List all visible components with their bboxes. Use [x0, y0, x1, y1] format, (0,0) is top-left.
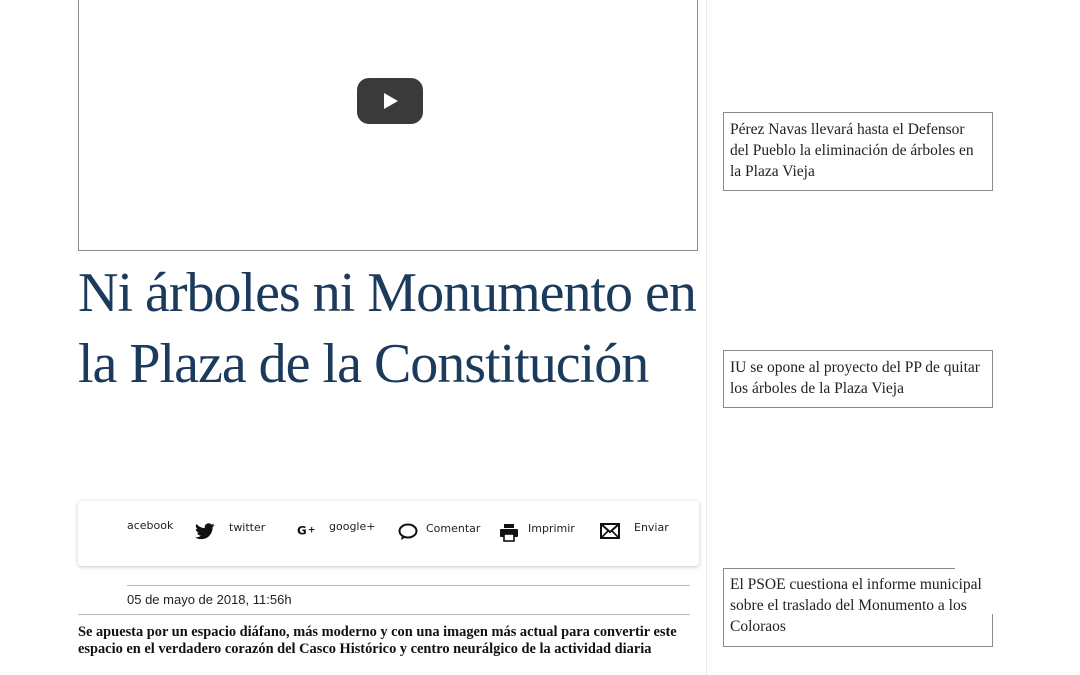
share-facebook-label: acebook [127, 519, 174, 532]
comment-icon [398, 523, 418, 541]
share-email-label: Enviar [634, 520, 669, 534]
article-date: 05 de mayo de 2018, 11:56h [127, 592, 292, 607]
related-link[interactable] [723, 568, 993, 647]
google-plus-icon [297, 523, 317, 537]
share-comment[interactable] [398, 523, 480, 541]
article-subtitle: Se apuesta por un espacio diáfano, más moderno y con una imagen más actual para convertir este espacio en el verdadero corazón del Casco Histórico y centro neurálgico de la actividad diaria [78, 624, 677, 657]
related-link-title: Pérez Navas llevará hasta el Defensor del Pueblo la eliminación de árboles en la Plaza Vieja [730, 121, 974, 180]
related-link-border [723, 568, 955, 569]
share-print[interactable] [499, 523, 575, 542]
share-twitter-label: twitter [229, 521, 266, 534]
related-link[interactable] [723, 350, 993, 408]
share-print-label: Imprimir [528, 522, 575, 535]
related-link-title: El PSOE cuestiona el informe municipal sobre el traslado del Monumento a los Coloraos [730, 576, 982, 635]
mail-icon [600, 523, 620, 539]
share-google-plus-label: google+ [329, 519, 376, 533]
related-link-title: IU se opone al proyecto del PP de quitar los árboles de la Plaza Vieja [730, 359, 980, 397]
share-bar-inner [127, 501, 699, 566]
play-icon [380, 91, 400, 111]
share-email[interactable] [600, 520, 669, 539]
twitter-icon [195, 523, 215, 540]
date-divider-top [127, 585, 690, 586]
column-divider [706, 0, 707, 675]
svg-text:+: + [307, 525, 316, 536]
svg-text:G: G [297, 523, 307, 537]
print-icon [499, 523, 519, 542]
share-bar [78, 501, 699, 566]
share-facebook[interactable] [127, 519, 174, 536]
share-twitter[interactable] [195, 523, 265, 540]
share-google-plus[interactable] [297, 519, 376, 537]
related-link-border-gap [991, 568, 993, 614]
date-divider-bottom [78, 614, 690, 615]
play-button[interactable] [357, 78, 423, 124]
related-link[interactable] [723, 112, 993, 191]
article-headline: Ni árboles ni Monumento en la Plaza de la Constitución [78, 262, 696, 395]
share-comment-label: Comentar [426, 521, 481, 535]
video-embed[interactable] [78, 0, 698, 251]
